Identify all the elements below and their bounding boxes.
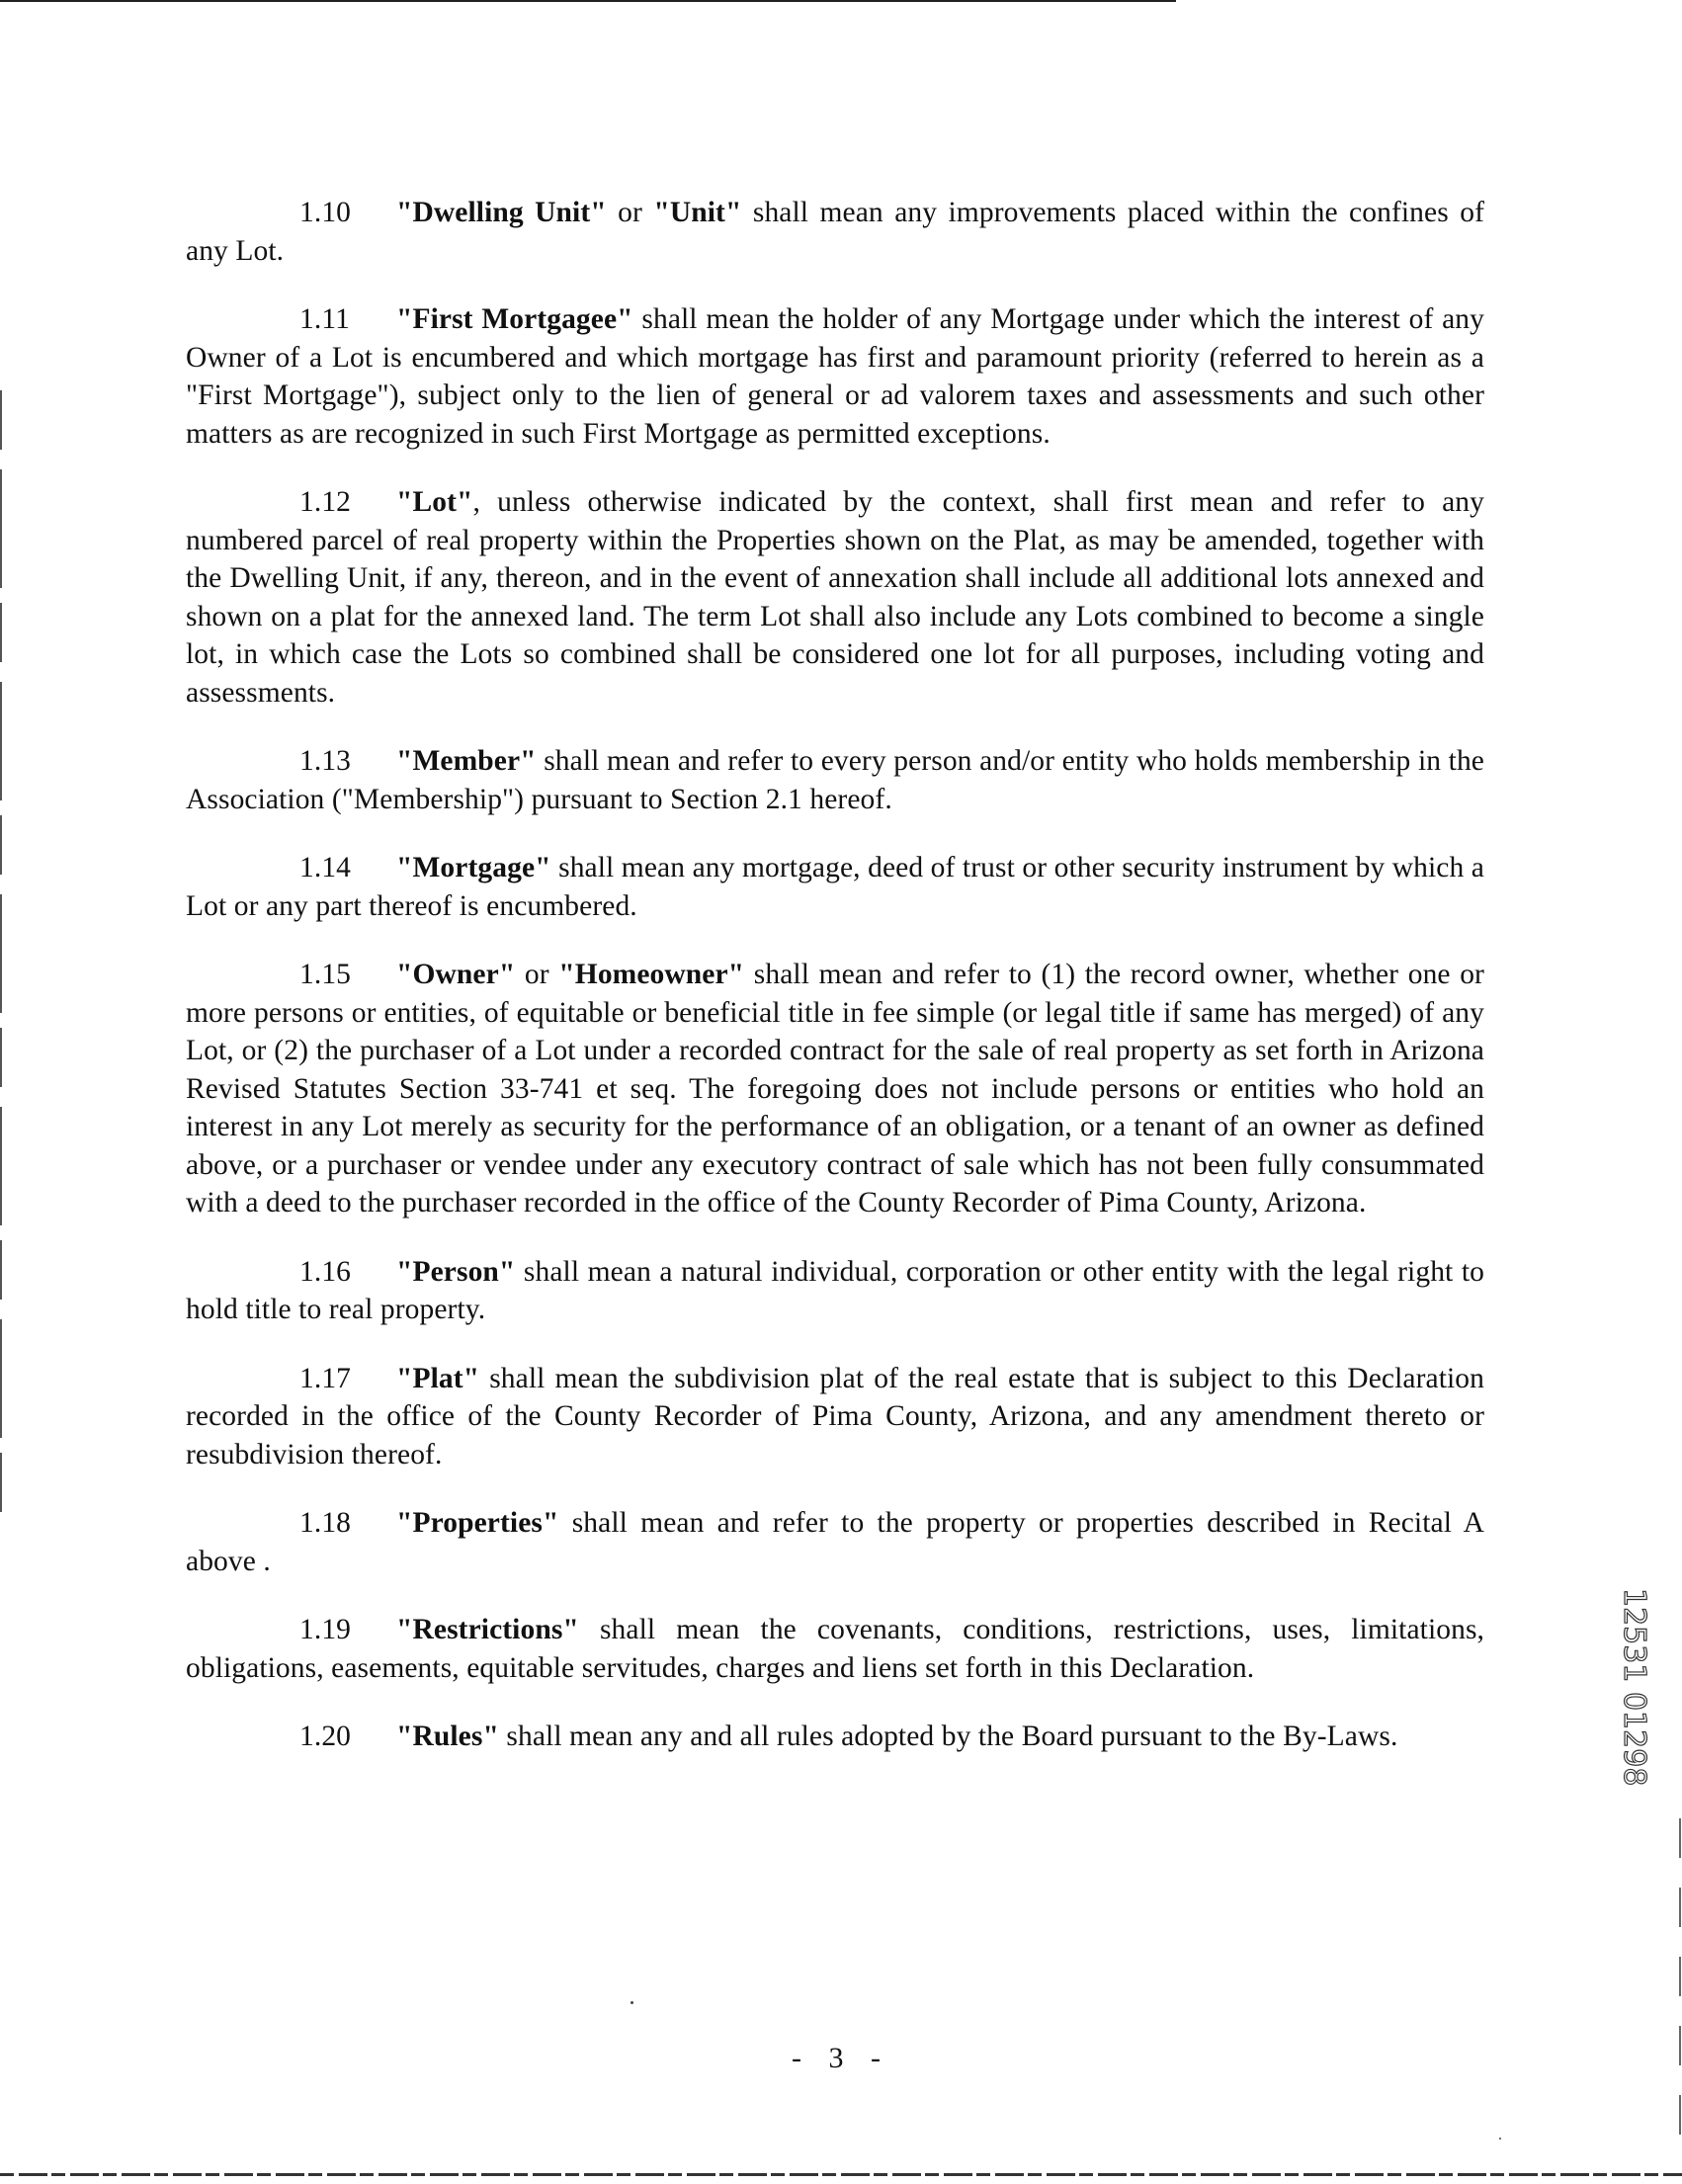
defined-term: "Properties"	[396, 1507, 559, 1539]
definition-paragraph	[186, 1253, 1484, 1329]
section-number: 1.20	[299, 1721, 352, 1752]
scan-edge-left	[0, 390, 2, 1527]
definition-text: shall mean and refer to (1) the record owner, whether one or more persons or entities, of equitable or beneficial title in fee simple (or legal title if same has merged) of any Lot, or (2) the purchaser of a Lot under a recorded contract for the sale of real property as set forth in Arizona Revised Statutes Section 33-741 et seq. The foregoing does not include persons or entities who hold an interest in any Lot merely as security for the performance of an obligation, or a tenant of an owner as defined above, or a purchaser or vendee under any executory contract of sale which has not been fully consummated with a deed to the purchaser recorded in the office of the County Recorder of Pima County, Arizona.	[186, 959, 1484, 1218]
definition-paragraph	[186, 194, 1484, 270]
document-body	[186, 194, 1484, 1787]
defined-term: "Owner"	[396, 959, 516, 990]
definition-text: shall mean any and all rules adopted by the Board pursuant to the By-Laws.	[498, 1721, 1398, 1752]
definition-paragraph	[186, 483, 1484, 712]
defined-term: "Member"	[396, 745, 537, 777]
defined-term: "First Mortgagee"	[396, 303, 633, 335]
defined-term: "Plat"	[396, 1362, 480, 1394]
scan-speck	[1499, 2138, 1501, 2140]
definition-paragraph	[186, 1718, 1484, 1756]
recording-stamp	[1611, 1586, 1662, 1863]
definition-text: shall mean and refer to every person and/or entity who holds membership in the Association ("Membership") pursuant to Section 2.1 hereof.	[186, 745, 1484, 815]
scan-edge-top	[0, 0, 1176, 2]
section-number: 1.14	[299, 852, 352, 883]
defined-term: "Rules"	[396, 1721, 499, 1752]
definition-text: shall mean and refer to the property or properties described in Recital A above .	[186, 1507, 1484, 1577]
section-number: 1.13	[299, 745, 352, 777]
defined-term: "Dwelling Unit"	[396, 197, 607, 228]
recording-stamp-text: 12531 01298	[1617, 1588, 1651, 1787]
definition-text: shall mean the covenants, conditions, restrictions, uses, limitations, obligations, easements, equitable servitudes, charges and liens set forth in this Declaration.	[186, 1614, 1484, 1684]
scan-edge-right	[1679, 1818, 1681, 2144]
defined-term: "Lot"	[396, 486, 473, 518]
section-number: 1.15	[299, 959, 352, 990]
section-number: 1.10	[299, 197, 352, 228]
defined-term: "Homeowner"	[558, 959, 745, 990]
definition-text: or	[606, 197, 654, 228]
definition-text: shall mean the holder of any Mortgage under which the interest of any Owner of a Lot is encumbered and which mortgage has first and paramount priority (referred to herein as a "First Mortgage"), subject only to the lien of general or ad valorem taxes and assessments and such other matters as are recognized in such First Mortgage as permitted exceptions.	[186, 303, 1484, 450]
defined-term: "Restrictions"	[396, 1614, 579, 1645]
defined-term: "Unit"	[653, 197, 742, 228]
definition-paragraph	[186, 742, 1484, 818]
definition-paragraph	[186, 300, 1484, 453]
section-number: 1.16	[299, 1255, 352, 1288]
definition-paragraph	[186, 956, 1484, 1222]
definition-text: shall mean any improvements placed within the confines of any Lot.	[186, 197, 1484, 267]
scan-speck	[631, 2001, 633, 2004]
section-number: 1.18	[299, 1507, 352, 1539]
defined-term: "Mortgage"	[396, 852, 551, 883]
section-number: 1.11	[299, 303, 350, 335]
definition-paragraph	[186, 1611, 1484, 1687]
definition-text: or	[515, 959, 559, 990]
definition-paragraph	[186, 1360, 1484, 1474]
section-number: 1.17	[299, 1362, 352, 1394]
section-number: 1.12	[299, 486, 352, 518]
section-number: 1.19	[299, 1614, 352, 1645]
definition-paragraph	[186, 1504, 1484, 1580]
definition-text: , unless otherwise indicated by the context, shall first mean and refer to any numbered parcel of real property within the Properties shown on the Plat, as may be amended, together with the Dwelling Unit, if any, thereon, and in the event of annexation shall include all additional lots annexed and shown on a plat for the annexed land. The term Lot shall also include any Lots combined to become a single lot, in which case the Lots so combined shall be considered one lot for all purposes, including voting and assessments.	[186, 486, 1484, 709]
definition-text: shall mean any mortgage, deed of trust or other security instrument by which a Lot or any part thereof is encumbered.	[186, 852, 1484, 922]
scan-edge-bottom	[0, 2173, 1682, 2176]
page-number: - 3 -	[792, 2042, 890, 2074]
definition-paragraph	[186, 849, 1484, 925]
definition-text: shall mean the subdivision plat of the real estate that is subject to this Declaration recorded in the office of the County Recorder of Pima County, Arizona, and any amendment thereto or resubdivision thereof.	[186, 1362, 1484, 1470]
definition-text: shall mean a natural individual, corporation or other entity with the legal right to hold title to real property.	[186, 1255, 1484, 1325]
defined-term: "Person"	[396, 1255, 516, 1288]
